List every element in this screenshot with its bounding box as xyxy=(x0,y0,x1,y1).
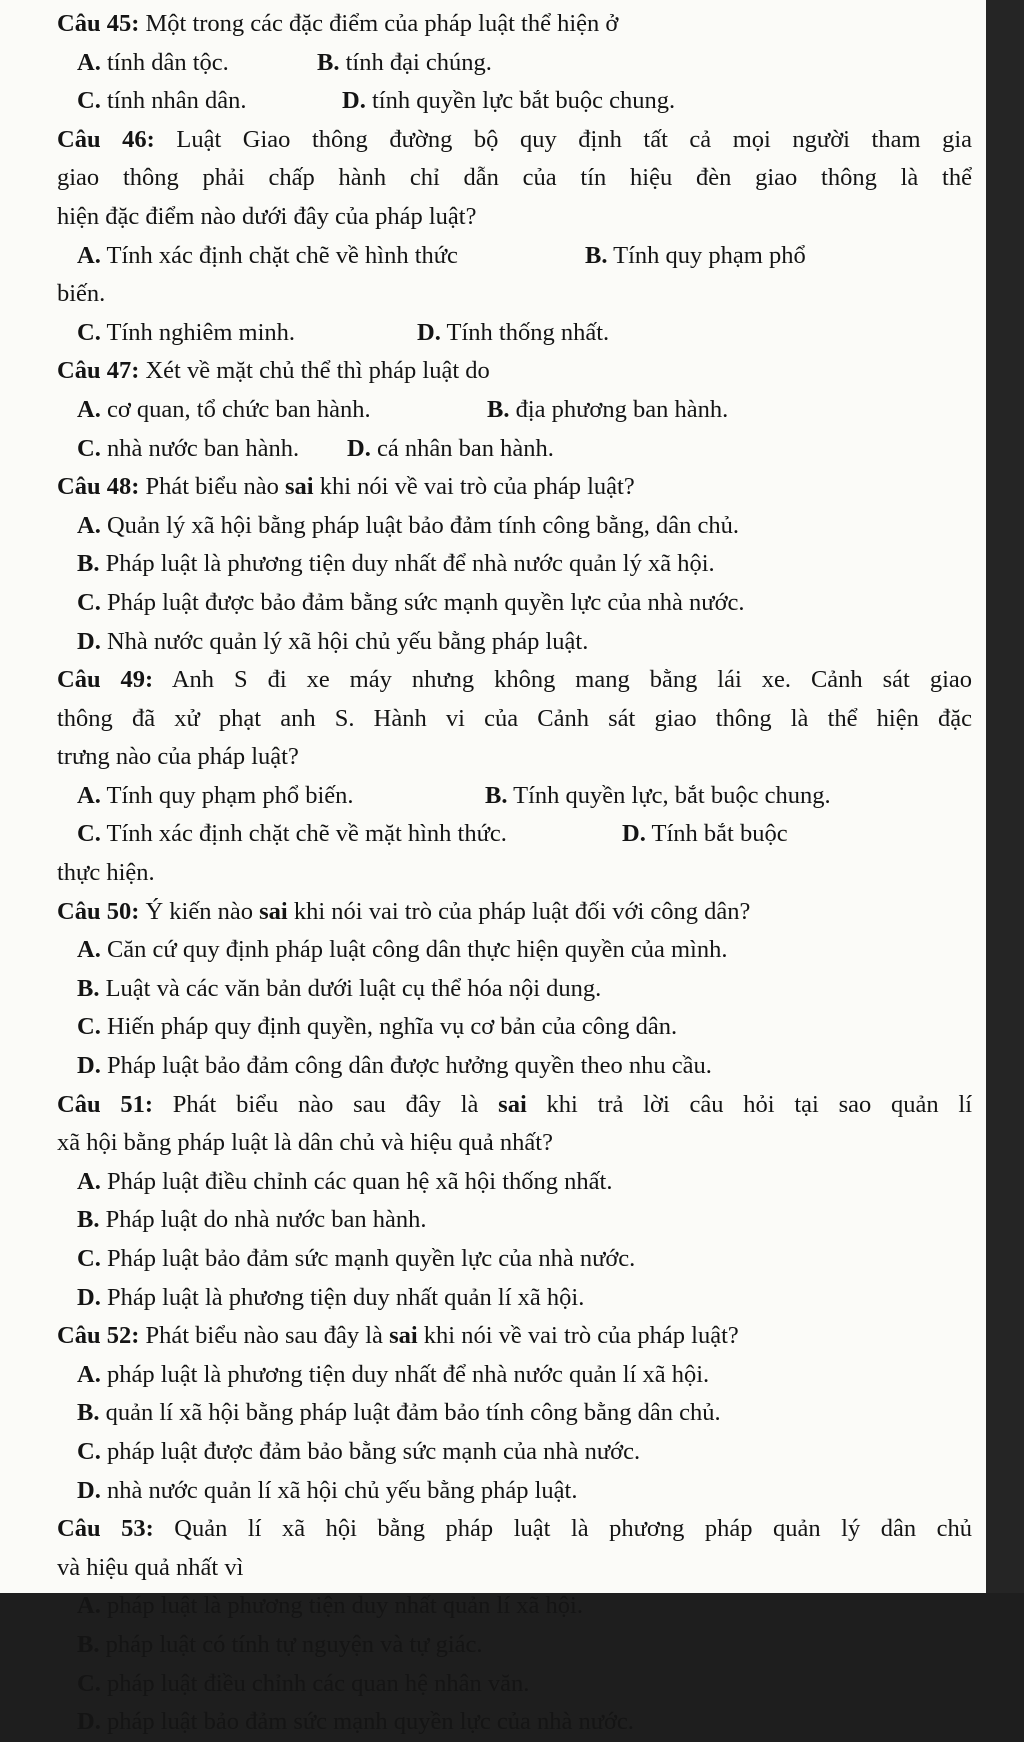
option-text: Pháp luật điều chỉnh các quan hệ xã hội thống nhất. xyxy=(100,1167,613,1195)
question-stem xyxy=(57,1317,972,1356)
question-text: Xét về mặt chủ thể thì pháp luật do xyxy=(139,357,490,385)
question-text: Phát biểu nào xyxy=(139,473,285,501)
option-text: tính dân tộc. xyxy=(100,48,229,76)
option-row xyxy=(57,237,972,276)
question-text: Anh S đi xe máy nhưng không mang bằng lái xe. Cảnh sát giao xyxy=(153,666,972,694)
question-label: Câu 52: xyxy=(57,1322,140,1350)
option-d[interactable] xyxy=(622,820,788,847)
option-label: D. xyxy=(77,1476,101,1504)
option-text: Pháp luật do nhà nước ban hành. xyxy=(99,1206,427,1234)
option-a[interactable] xyxy=(57,1356,972,1395)
option-text: Pháp luật bảo đảm công dân được hưởng quyền theo nhu cầu. xyxy=(100,1052,712,1080)
option-label: B. xyxy=(77,1206,100,1234)
option-label: A. xyxy=(77,48,101,76)
question-stem xyxy=(57,893,972,932)
question-stem xyxy=(57,1086,972,1125)
question-48 xyxy=(57,468,972,661)
option-text: Tính nghiêm minh. xyxy=(100,318,296,346)
option-text: quản lí xã hội bằng pháp luật đảm bảo tính công bằng dân chủ. xyxy=(99,1399,721,1427)
option-label: A. xyxy=(77,241,101,269)
option-a[interactable] xyxy=(77,777,485,816)
question-text: khi trả lời câu hỏi tại sao quản lí xyxy=(526,1090,972,1118)
option-d[interactable] xyxy=(57,1472,972,1511)
option-c[interactable] xyxy=(77,815,622,854)
question-label: Câu 49: xyxy=(57,666,154,694)
option-d[interactable] xyxy=(57,1703,972,1742)
option-text: pháp luật có tính tự nguyện và tự giác. xyxy=(99,1630,483,1658)
option-d[interactable] xyxy=(417,319,609,346)
option-a[interactable] xyxy=(57,1587,972,1626)
option-b[interactable] xyxy=(485,782,831,809)
option-label: A. xyxy=(77,511,101,539)
question-list xyxy=(57,5,972,1742)
question-stem xyxy=(57,121,972,160)
option-row xyxy=(57,777,972,816)
option-text: tính nhân dân. xyxy=(100,87,247,115)
option-label: B. xyxy=(585,241,608,269)
question-49 xyxy=(57,661,972,893)
option-b[interactable] xyxy=(487,396,728,423)
option-text: Căn cứ quy định pháp luật công dân thực hiện quyền của mình. xyxy=(100,936,728,964)
option-label: C. xyxy=(77,1013,101,1041)
question-52 xyxy=(57,1317,972,1510)
option-text: Luật và các văn bản dưới luật cụ thể hóa nội dung. xyxy=(99,974,602,1002)
question-stem-continued: giao thông phải chấp hành chỉ dẫn của tín hiệu đèn giao thông là thể xyxy=(57,164,972,192)
option-c[interactable] xyxy=(57,1665,972,1704)
option-label: C. xyxy=(77,1437,101,1465)
question-text: Quản lí xã hội bằng pháp luật là phương pháp quản lý dân chủ xyxy=(153,1515,972,1543)
option-label: A. xyxy=(77,781,101,809)
option-text: Tính bắt buộc xyxy=(645,820,788,848)
question-text: Phát biểu nào sau đây là xyxy=(153,1090,499,1118)
option-text: địa phương ban hành. xyxy=(509,395,729,423)
option-text: Pháp luật bảo đảm sức mạnh quyền lực của nhà nước. xyxy=(100,1245,636,1272)
option-label: C. xyxy=(77,588,101,616)
option-label: A. xyxy=(77,1592,101,1620)
option-d[interactable] xyxy=(57,1279,972,1318)
question-label: Câu 47: xyxy=(57,357,140,385)
option-row xyxy=(57,815,972,854)
emphasis-sai: sai xyxy=(498,1090,527,1118)
option-b[interactable] xyxy=(57,1394,972,1433)
option-text: pháp luật là phương tiện duy nhất quản lí xã hội. xyxy=(100,1592,583,1620)
option-label: D. xyxy=(347,434,371,462)
option-c[interactable] xyxy=(77,430,347,469)
option-text: pháp luật được đảm bảo bằng sức mạnh của nhà nước. xyxy=(100,1437,641,1465)
question-53 xyxy=(57,1510,972,1742)
option-label: D. xyxy=(77,1283,101,1311)
question-text: khi nói về vai trò của pháp luật? xyxy=(313,473,635,501)
option-label: B. xyxy=(485,781,508,809)
question-stem-continued: hiện đặc điểm nào dưới đây của pháp luật? xyxy=(57,202,477,230)
option-d-continued: thực hiện. xyxy=(57,859,155,887)
question-stem xyxy=(57,468,972,507)
question-label: Câu 46: xyxy=(57,125,155,153)
option-d[interactable] xyxy=(57,1047,972,1086)
option-a[interactable] xyxy=(57,1163,972,1202)
option-c[interactable] xyxy=(77,82,342,121)
option-label: B. xyxy=(487,395,510,423)
option-row xyxy=(57,391,972,430)
question-stem-continued: xã hội bằng pháp luật là dân chủ và hiệu quả nhất? xyxy=(57,1129,553,1157)
option-text: Pháp luật là phương tiện duy nhất để nhà nước quản lý xã hội. xyxy=(99,550,715,578)
photo-edge-strip xyxy=(986,0,1024,1593)
option-label: C. xyxy=(77,820,101,848)
option-b[interactable] xyxy=(585,242,806,269)
question-stem xyxy=(57,5,972,44)
option-row xyxy=(57,82,972,121)
option-text: Hiến pháp quy định quyền, nghĩa vụ cơ bản của công dân. xyxy=(100,1013,678,1041)
option-b[interactable] xyxy=(57,1626,972,1665)
option-label: C. xyxy=(77,318,101,346)
option-text: nhà nước quản lí xã hội chủ yếu bằng pháp luật. xyxy=(100,1476,578,1504)
question-stem-continued: và hiệu quả nhất vì xyxy=(57,1553,244,1581)
option-label: D. xyxy=(622,820,646,848)
question-text: khi nói vai trò của pháp luật đối với công dân? xyxy=(287,897,751,925)
option-text: pháp luật điều chỉnh các quan hệ nhân văn. xyxy=(100,1669,530,1697)
option-label: C. xyxy=(77,87,101,115)
emphasis-sai: sai xyxy=(259,897,288,925)
question-text: Phát biểu nào sau đây là xyxy=(139,1322,390,1350)
option-b[interactable] xyxy=(57,545,972,584)
option-text: Tính quyền lực, bắt buộc chung. xyxy=(507,781,831,809)
question-stem xyxy=(57,352,972,391)
question-stem xyxy=(57,1510,972,1549)
option-text: Pháp luật được bảo đảm bằng sức mạnh quyền lực của nhà nước. xyxy=(100,588,745,616)
question-label: Câu 48: xyxy=(57,473,140,501)
option-b[interactable] xyxy=(317,49,492,76)
option-row xyxy=(57,430,972,469)
option-text: Tính xác định chặt chẽ về hình thức xyxy=(100,241,458,269)
option-label: B. xyxy=(317,48,340,76)
question-text: khi nói về vai trò của pháp luật? xyxy=(417,1322,739,1350)
option-row xyxy=(57,44,972,83)
option-a[interactable] xyxy=(77,44,317,83)
question-50 xyxy=(57,893,972,1086)
question-text: Một trong các đặc điểm của pháp luật thể hiện ở xyxy=(139,10,619,37)
question-47 xyxy=(57,352,972,468)
option-a[interactable] xyxy=(77,237,585,276)
option-a[interactable] xyxy=(77,391,487,430)
option-c[interactable] xyxy=(57,584,972,623)
option-label: A. xyxy=(77,936,101,964)
option-label: B. xyxy=(77,974,100,1002)
option-text: Quản lý xã hội bằng pháp luật bảo đảm tính công bằng, dân chủ. xyxy=(100,511,740,539)
question-51 xyxy=(57,1086,972,1318)
option-text: Nhà nước quản lý xã hội chủ yếu bằng pháp luật. xyxy=(100,627,589,655)
question-46 xyxy=(57,121,972,353)
option-text: nhà nước ban hành. xyxy=(100,434,300,462)
option-c[interactable] xyxy=(57,1433,972,1472)
option-label: A. xyxy=(77,395,101,423)
option-a[interactable] xyxy=(57,507,972,546)
emphasis-sai: sai xyxy=(389,1322,418,1350)
question-label: Câu 50: xyxy=(57,897,140,925)
option-text: tính đại chúng. xyxy=(339,48,492,76)
option-label: B. xyxy=(77,1399,100,1427)
option-d[interactable] xyxy=(342,87,675,114)
option-label: B. xyxy=(77,550,100,578)
option-text: Tính thống nhất. xyxy=(440,318,610,346)
option-text: cơ quan, tổ chức ban hành. xyxy=(100,395,371,423)
question-text: Ý kiến nào xyxy=(139,897,260,925)
option-label: C. xyxy=(77,1669,101,1697)
question-label: Câu 53: xyxy=(57,1515,154,1543)
option-label: A. xyxy=(77,1167,101,1195)
option-row xyxy=(57,314,972,353)
option-label: D. xyxy=(342,87,366,115)
option-b[interactable] xyxy=(57,970,972,1009)
question-label: Câu 45: xyxy=(57,10,140,37)
question-label: Câu 51: xyxy=(57,1090,153,1118)
option-c[interactable] xyxy=(57,1008,972,1047)
option-d[interactable] xyxy=(347,435,554,462)
option-b[interactable] xyxy=(57,1201,972,1240)
question-45 xyxy=(57,5,972,121)
question-stem xyxy=(57,661,972,700)
option-text: cá nhân ban hành. xyxy=(370,434,554,462)
option-c[interactable] xyxy=(57,1240,972,1279)
option-text: Tính xác định chặt chẽ về mặt hình thức. xyxy=(100,820,507,848)
option-text: pháp luật bảo đảm sức mạnh quyền lực của nhà nước. xyxy=(100,1708,634,1736)
option-label: D. xyxy=(77,627,101,655)
option-text: Pháp luật là phương tiện duy nhất quản lí xã hội. xyxy=(100,1283,585,1311)
option-text: pháp luật là phương tiện duy nhất để nhà nước quản lí xã hội. xyxy=(100,1360,710,1388)
option-label: D. xyxy=(417,318,441,346)
question-stem-continued: thông đã xử phạt anh S. Hành vi của Cảnh sát giao thông là thể hiện đặc xyxy=(57,704,972,732)
option-label: A. xyxy=(77,1360,101,1388)
option-label: B. xyxy=(77,1630,100,1658)
option-text: Tính quy phạm phổ biến. xyxy=(100,781,354,809)
option-text: tính quyền lực bắt buộc chung. xyxy=(365,87,676,115)
option-label: D. xyxy=(77,1052,101,1080)
option-d[interactable] xyxy=(57,623,972,662)
option-a[interactable] xyxy=(57,931,972,970)
option-label: C. xyxy=(77,1245,101,1272)
question-stem-continued: trưng nào của pháp luật? xyxy=(57,743,299,771)
option-label: D. xyxy=(77,1708,101,1736)
emphasis-sai: sai xyxy=(284,473,314,501)
option-c[interactable] xyxy=(77,314,417,353)
option-label: C. xyxy=(77,434,101,462)
option-text: Tính quy phạm phổ xyxy=(607,241,806,269)
question-text: Luật Giao thông đường bộ quy định tất cả mọi người tham gia xyxy=(154,125,972,153)
option-b-continued: biến. xyxy=(57,280,106,308)
